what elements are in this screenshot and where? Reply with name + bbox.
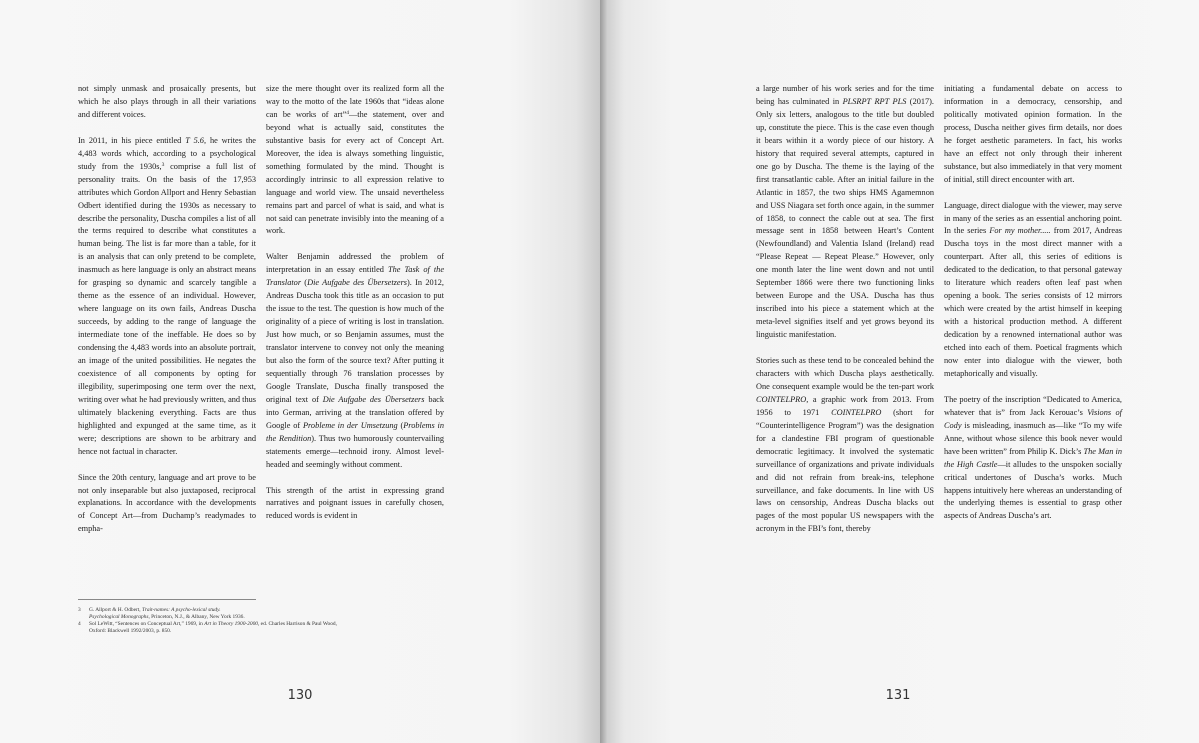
paragraph: Stories such as these tend to be concealed behind the characters with which Duscha plays aesthetically. One consequent example would be the ten-part work COINTELPRO, a graphic work from 2013. From 1956 to 1971 COINTELPRO (short for “Counterintelligence Program”) was the designation for a clandestine FBI program of questionable democratic legitimacy. It involved the systematic surveillance of organizations and private individuals and did not refrain from break-ins, telephone surveillance, and fake documents. In line with US laws on censorship, Andreas Duscha blacks out pages of the most popular US newspapers with the acronym in the FBI’s font, thereby xyxy=(756,356,934,534)
footnote-number: 3 xyxy=(78,607,81,613)
paragraph: Since the 20th century, language and art prove to be not only inseparable but also juxtaposed, reciprocal explanations. In accordance with the developments of Concept Art—from Duchamp’s readymades to empha- xyxy=(78,472,256,534)
page-number: 130 xyxy=(287,688,313,703)
footnotes xyxy=(78,607,438,635)
paragraph: This strength of the artist in expressing grand narratives and poignant issues in carefully chosen, reduced words is evident in xyxy=(266,485,444,521)
paragraph: In 2011, in his piece entitled T 5.6, he writes the 4,483 words which, according to a psychological study from the 1930s,$^3$ comprise a full list of personality traits. On the basis of the 17,953 attributes which Gordon Allport and Henry Sebastian Odbert identified during the 1930s as necessary to describe the personality, Duscha compiles a list of all the terms required to describe what constitutes a human being. The list is far more than a table, for it is an analysis that can only pretend to be complete, inasmuch as here language is only an abstract means for grasping so dynamic and scarcely tangible a theme as the essence of an individual. However, where language on its own fails, Andreas Duscha succeeds, by adding to the range of language the intermediate tone of the ineffable. He does so by condensing the 4,483 words into an absolute portrait, an image of the united possibilities. He negates the coexistence of all components by opting for illegibility, superimposing one term over the next, writing over what he had previously written, and thus ultimately blackening everything. Facts are thus highlighted and expunged at the same time, as it were; descriptions are shown to be arbitrary and hence not factual in character. xyxy=(78,135,256,456)
right-page xyxy=(600,0,1199,743)
footnote-divider xyxy=(78,599,256,600)
right-page-column-2 xyxy=(944,83,1122,523)
left-page-column-2 xyxy=(266,83,444,523)
page-number: 131 xyxy=(885,688,911,703)
footnote xyxy=(78,621,438,635)
right-page-column-1 xyxy=(756,83,934,536)
paragraph: Walter Benjamin addressed the problem of interpretation in an essay entitled The Task of the Translator (Die Aufgabe des Übersetzers). In 2012, Andreas Duscha took this title as an occasion to put the issue to the test. The question is how much of the originality of a piece of writing is lost in translation. Just how much, or so Benjamin assumes, must the translator intervene to convey not only the meaning but also the form of the source text? After putting it sequentially through 76 translation processes by Google Translate, Duscha finally transposed the original text of Die Aufgabe des Übersetzers back into German, arriving at the translation offered by Google of Probleme in der Umsetzung (Problems in the Rendition). Thus two humorously countervailing statements emerge—technoid irony. Almost level-headed and seemingly without comment. xyxy=(266,252,444,469)
footnote-text: Sol LeWitt, “Sentences on Conceptual Art,” 1969, in Art in Theory 1900-2000, ed. Charles Harrison & Paul Wood, Oxford: Blackwell 1992/2003, p. 850. xyxy=(89,621,337,634)
paragraph: size the mere thought over its realized form all the way to the motto of the late 1960s that “ideas alone can be works of art”$^4$—the statement, over and beyond what is actually said, constitutes the substantive basis for every act of Concept Art. Moreover, the idea is always something linguistic, something formulated by the mind. Thought is accordingly intrinsic to all expression relative to language and world view. The unsaid nevertheless remains part and parcel of what is said, and what is not said can penetrate invisibly into the meaning of a work. xyxy=(266,84,444,236)
paragraph: The poetry of the inscription “Dedicated to America, whatever that is” from Jack Kerouac’s Visions of Cody is misleading, inasmuch as—like “To my wife Anne, without whose silence this book never would have been written” from Philip K. Dick’s The Man in the High Castle—it alludes to the unspoken socially critical undertones of Duscha’s works. Much happens intuitively here whereas an understanding of the underlying themes is essential to grasp other aspects of Andreas Duscha’s art. xyxy=(944,394,1122,521)
footnote xyxy=(78,607,438,621)
paragraph: Language, direct dialogue with the viewer, may serve in many of the series as an essential anchoring point. In the series For my mother..... from 2017, Andreas Duscha toys in the most direct manner with a counterpart. After all, this series of editions is dedicated to the dedication, to that personal gateway to literature which readers often leaf past when opening a book. The series consists of 12 mirrors which were created by the artist himself in keeping with a historical production method. A different dedication by a renowned international author was etched into each of them. Poetical fragments which now enter into dialogue with the viewer, both metaphorically and visually. xyxy=(944,200,1122,378)
footnote-text: G. Allport & H. Odbert, Trait-names: A psycho-lexical study. Psychological Monographs, Princeton, N.J., & Albany, New York 1936. xyxy=(89,607,245,620)
left-page-column-1 xyxy=(78,83,256,536)
paragraph: initiating a fundamental debate on access to information in a democracy, censorship, and politically motivated opinion formation. In the process, Duscha neither gives firm details, nor does he forget aesthetic parameters. In fact, his works have an effect not only through their inherent substance, but also immediately in that very moment of initial, still direct encounter with art. xyxy=(944,84,1122,184)
footnote-number: 4 xyxy=(78,621,81,627)
paragraph: not simply unmask and prosaically presents, but which he also plays through in all their variations and different voices. xyxy=(78,84,256,119)
paragraph: a large number of his work series and for the time being has culminated in PLSRPT RPT PLS (2017). Only six letters, analogous to the title but doubled up, constitute the piece. This is the case even though it bears within it a wordy piece of our history. A history that required several attempts, captured in one go by Duscha. The theme is the laying of the first transatlantic cable. After an initial failure in the Atlantic in 1857, the two ships HMS Agamemnon and USS Niagara set forth once again, in the summer of 1858, to connect the cable out at sea. The first message sent in 1858 between Heart’s Content (Newfoundland) and Valentia Island (Ireland) read “Please Repeat — Repeat Please.” However, only one month later the line went down and not until September 1866 were there two functioning links between Europe and the USA. Duscha has thus inscribed into his piece a statement which at the meta-level signifies itself and yet grows beyond its linguistic manifestation. xyxy=(756,84,934,340)
